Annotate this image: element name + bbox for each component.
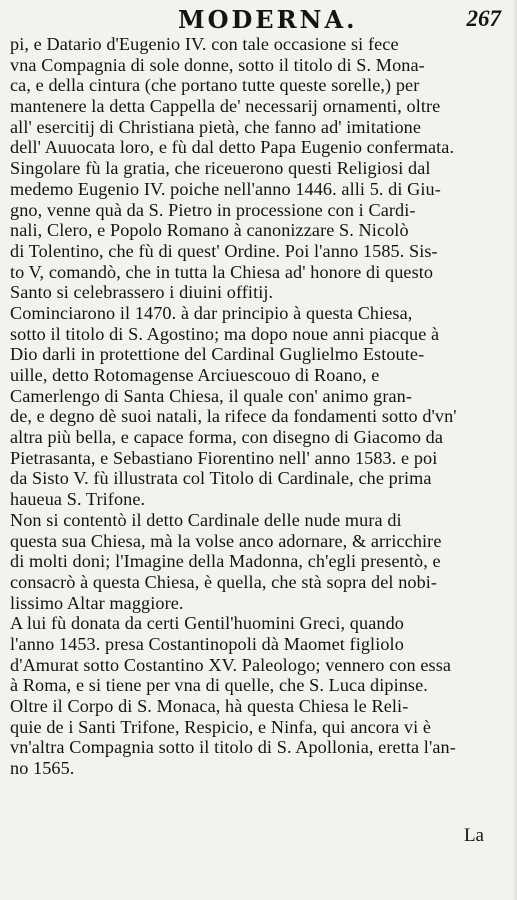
text-line: Oltre il Corpo di S. Monaca, hà questa Chiesa le Reli- — [10, 696, 409, 716]
text-line: lissimo Altar maggiore. — [10, 592, 184, 613]
text-line: Dio darli in protettione del Cardinal Guglielmo Estoute- — [10, 344, 425, 365]
text-line: to V, comandò, che in tutta la Chiesa ad' honore di questo — [10, 261, 434, 282]
text-line: à Roma, e si tiene per vna di quelle, che S. Luca dipinse. — [10, 675, 428, 696]
text-line: all' esercitij di Christiana pietà, che fanno ad' imitatione — [10, 116, 422, 137]
text-line: Santo si celebrassero i diuini offitij. — [10, 282, 274, 303]
text-line: vna Compagnia di sole donne, sotto il titolo di S. Mona- — [10, 54, 425, 75]
catchword: La — [463, 825, 484, 846]
text-line: d'Amurat sotto Costantino XV. Paleologo; vennero con essa — [10, 654, 452, 675]
text-line: dell' Auuocata loro, e fù dal detto Papa Eugenio confermata. — [10, 137, 455, 158]
text-line: Non si contentò il detto Cardinale delle nude mura di — [10, 509, 402, 530]
page-header — [0, 2, 517, 32]
text-line: ca, e della cintura (che portano tutte queste sorelle,) per — [10, 75, 420, 96]
text-line: Camerlengo di Santa Chiesa, il quale con' animo gran- — [10, 385, 413, 406]
text-line: gno, venne quà da S. Pietro in processione con i Cardi- — [10, 199, 416, 220]
text-line: uille, detto Rotomagense Arciuescouo di Roano, e — [10, 365, 380, 385]
text-line: Cominciarono il 1470. à dar principio à questa Chiesa, — [10, 302, 413, 323]
running-head: MODERNA. — [178, 5, 358, 34]
text-line: sotto il titolo di S. Agostino; ma dopo noue anni piacque à — [10, 323, 440, 344]
text-line: nali, Clero, e Popolo Romano à canonizzare S. Nicolò — [10, 220, 409, 241]
text-line: no 1565. — [10, 758, 75, 779]
text-line: di molti doni; l'Imagine della Madonna, ch'egli presentò, e — [10, 551, 441, 572]
text-line: questa sua Chiesa, mà la volse anco adornare, & arricchire — [10, 530, 442, 551]
text-line: haueua S. Trifone. — [10, 489, 146, 510]
text-line: altra più bella, e capace forma, con disegno di Giacomo da — [10, 427, 444, 448]
text-line: Pietrasanta, e Sebastiano Fiorentino nell' anno 1583. e poi — [10, 447, 438, 468]
text-line: consacrò à questa Chiesa, è quella, che stà sopra del nobi- — [10, 571, 438, 592]
text-line: l'anno 1453. presa Costantinopoli dà Maomet figliolo — [10, 633, 404, 654]
text-line: medemo Eugenio IV. poiche nell'anno 1446. alli 5. di Giu- — [10, 178, 441, 199]
page-edge-shadow — [512, 0, 517, 900]
text-line: mantenere la detta Cappella de' necessarij ornamenti, oltre — [10, 96, 441, 117]
text-line: Singolare fù la gratia, che riceuerono questi Religiosi dal — [10, 158, 431, 179]
text-line: di Tolentino, che fù di quest' Ordine. Poi l'anno 1585. Sis- — [10, 240, 438, 261]
text-line: pi, e Datario d'Eugenio IV. con tale occasione si fece — [10, 34, 399, 54]
text-line: vn'altra Compagnia sotto il titolo di S. Apollonia, eretta l'an- — [10, 737, 456, 758]
text-line: A lui fù donata da certi Gentil'huomini Greci, quando — [10, 613, 404, 634]
text-body — [10, 34, 509, 779]
text-line: de, e degno dè suoi natali, la rifece da fondamenti sotto d'vn' — [10, 406, 457, 427]
text-line: quie de i Santi Trifone, Respicio, e Ninfa, qui ancora vi è — [10, 716, 432, 737]
text-line: da Sisto V. fù illustrata col Titolo di Cardinale, che prima — [10, 468, 432, 489]
page-number: 267 — [466, 6, 501, 31]
